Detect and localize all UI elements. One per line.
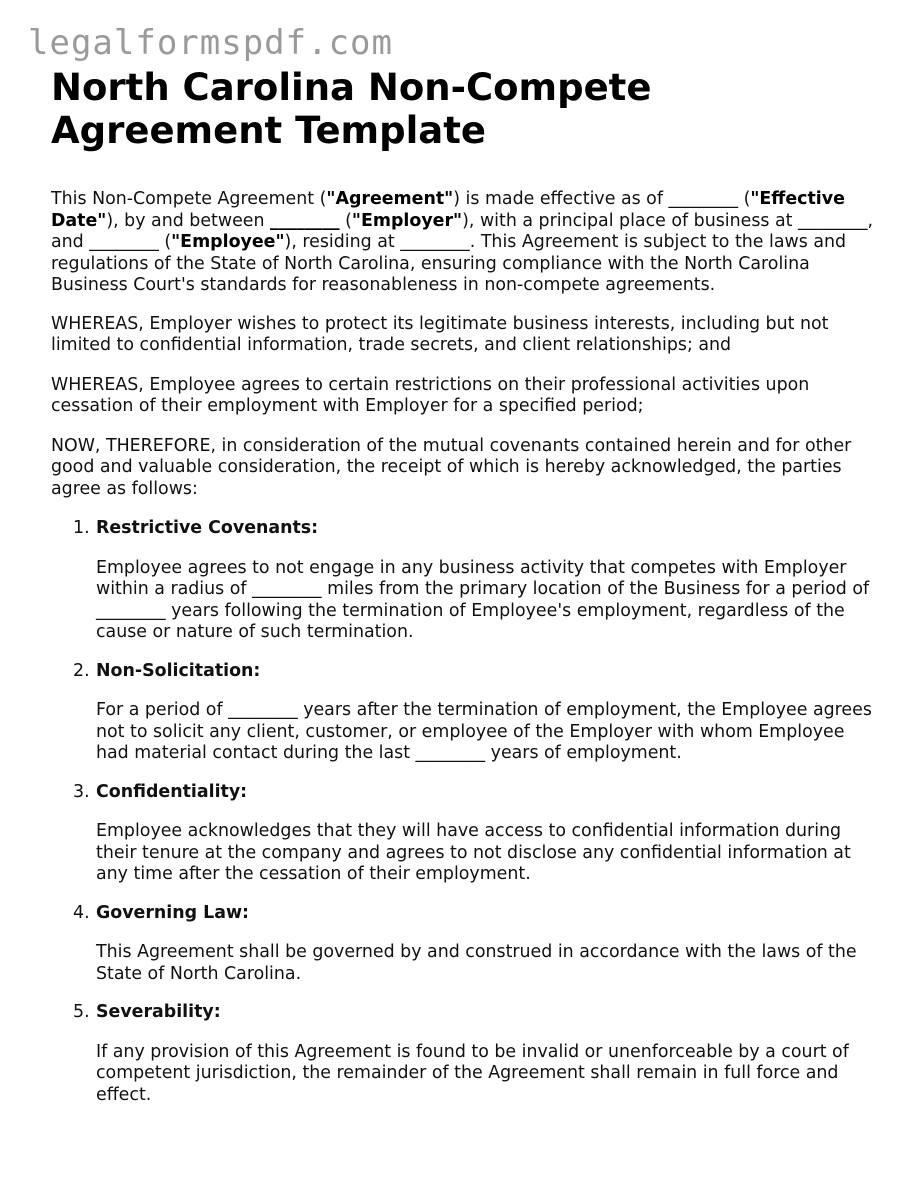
- agreement-term: "Agreement": [326, 189, 454, 209]
- section-confidentiality: [51, 782, 881, 886]
- section-body: Employee agrees to not engage in any business activity that competes with Employer within a radius of ________ miles from the primary location of the Business for a period of ________ years following the termination of Employee's employment, regardless of the cause or nature of such termination.: [96, 557, 870, 642]
- intro-text-2: ) is made effective as of ________ (: [453, 189, 751, 209]
- intro-text-3: ), by and between: [106, 210, 271, 231]
- whereas-employee-paragraph: WHEREAS, Employee agrees to certain restrictions on their professional activities upon cessation of their employment with Employer for a specified period;: [51, 374, 810, 416]
- intro-text-1: This Non-Compete Agreement (: [51, 189, 327, 209]
- employee-term: "Employee": [171, 232, 285, 252]
- section-governing-law: [51, 903, 881, 986]
- section-heading: Restrictive Covenants:: [96, 518, 319, 538]
- section-heading: Confidentiality:: [96, 781, 248, 802]
- section-number: 3.: [73, 781, 90, 802]
- intro-text-5: ), with a principal place of business at ________, and ________ (: [51, 210, 874, 252]
- watermark: legalformspdf.com: [28, 23, 393, 63]
- section-heading: Non-Solicitation:: [96, 660, 261, 681]
- document-title: North Carolina Non-Compete Agreement Template: [51, 66, 652, 152]
- section-number: 4.: [73, 902, 90, 923]
- intro-paragraph: [51, 189, 881, 297]
- sections-list: [51, 518, 881, 1106]
- employer-term: "Employer": [351, 210, 463, 231]
- section-number: 5.: [73, 1002, 90, 1022]
- section-heading: Governing Law:: [96, 902, 249, 923]
- intro-text-6: ), residing at ________. This Agreement is subject to the laws and regulations of the State of North Carolina, ensuring compliance with the North Carolina Business Court's standards for reasonableness in non-compete agreements.: [51, 232, 847, 295]
- employer-name-blank: ________: [270, 210, 340, 231]
- section-heading: Severability:: [96, 1002, 221, 1022]
- intro-text-4: (: [339, 210, 352, 231]
- section-body: This Agreement shall be governed by and construed in accordance with the laws of the State of North Carolina.: [96, 942, 857, 984]
- section-number: 2.: [73, 660, 90, 681]
- section-body: For a period of ________ years after the termination of employment, the Employee agrees not to solicit any client, customer, or employee of the Employer with whom Employee had material contact during the last ________ years of employment.: [96, 700, 872, 763]
- section-body: Employee acknowledges that they will have access to confidential information during their tenure at the company and agrees to not disclose any confidential information at any time after the cessation of their employment.: [96, 821, 851, 884]
- section-restrictive-covenants: [51, 518, 881, 644]
- section-non-solicitation: [51, 661, 881, 765]
- section-body: If any provision of this Agreement is found to be invalid or unenforceable by a court of competent jurisdiction, the remainder of the Agreement shall remain in full force and effect.: [96, 1041, 849, 1105]
- whereas-employer-paragraph: WHEREAS, Employer wishes to protect its legitimate business interests, including but not limited to confidential information, trade secrets, and client relationships; and: [51, 313, 829, 355]
- effective-date-term: "Effective Date": [51, 189, 845, 231]
- document-page: [51, 66, 881, 1123]
- now-therefore-paragraph: NOW, THEREFORE, in consideration of the mutual covenants contained herein and for other good and valuable consideration, the receipt of which is hereby acknowledged, the parties agree as follows:: [51, 435, 852, 499]
- section-number: 1.: [73, 518, 90, 538]
- section-severability: [51, 1002, 881, 1106]
